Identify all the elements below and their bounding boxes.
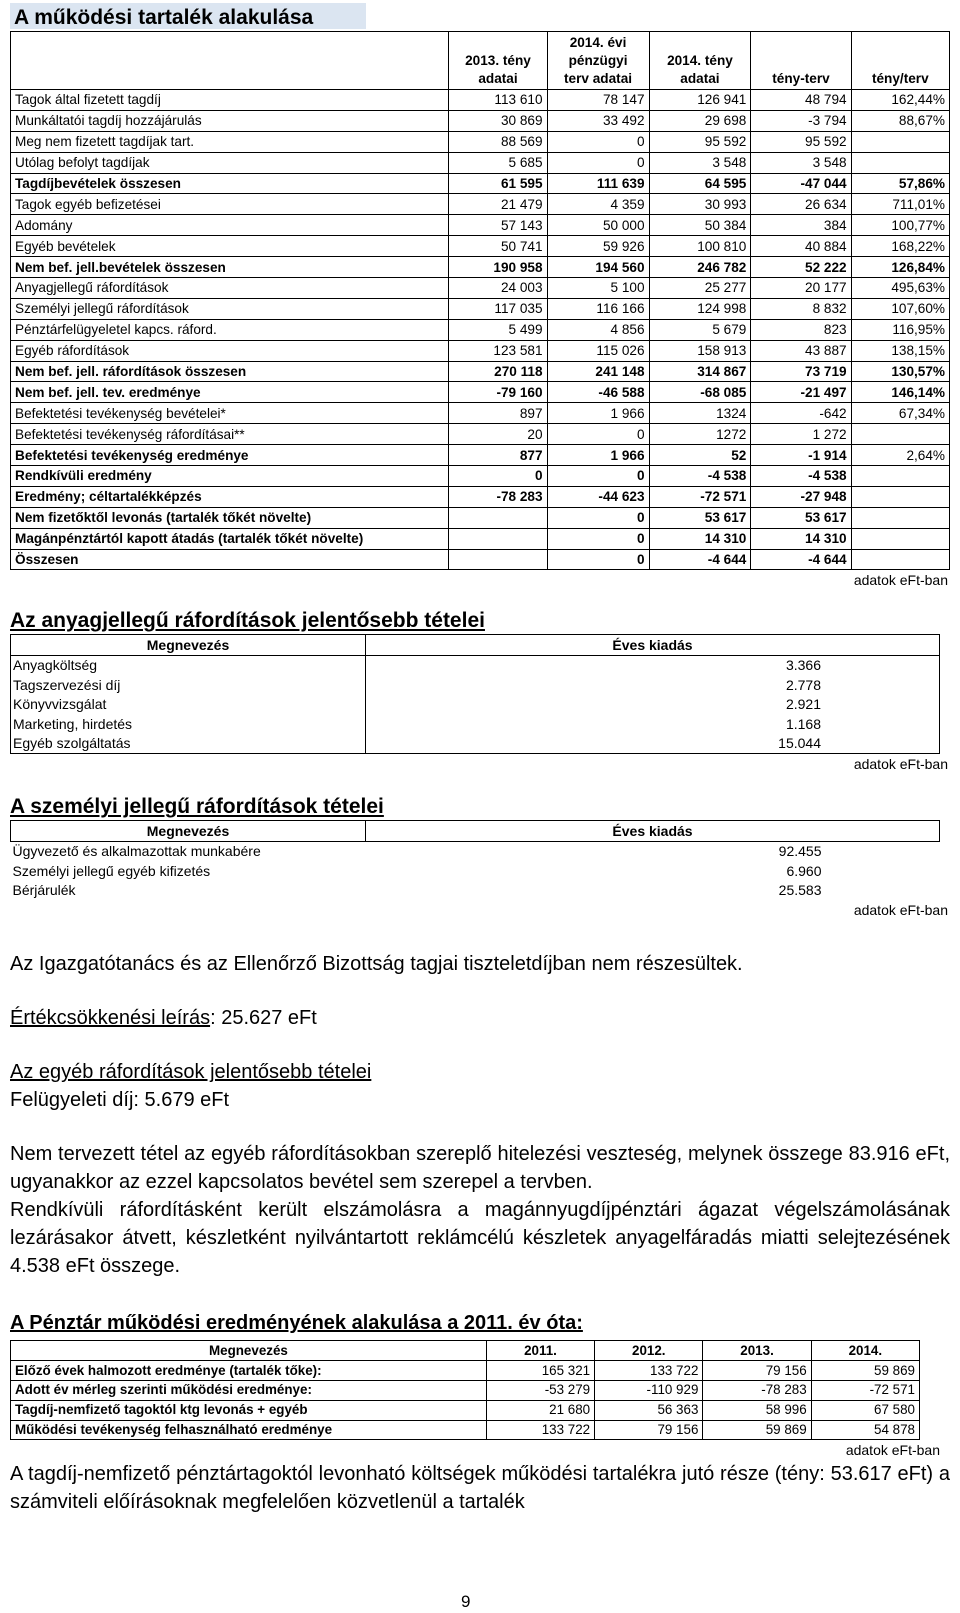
row-value: 246 782 xyxy=(649,257,751,278)
row-value xyxy=(851,507,949,528)
column-header: 2014. tény adatai xyxy=(649,32,751,90)
row-value: 53 617 xyxy=(649,507,751,528)
item-value: 3.366 xyxy=(366,655,940,675)
table-row xyxy=(11,528,950,549)
col-header-annual: Éves kiadás xyxy=(366,635,940,656)
row-value: 21 680 xyxy=(486,1400,594,1420)
paragraph-deduction: A tagdíj-nemfizető pénztártagoktól levonható költségek működési tartalékra jutó része (tény: 53.617 eFt) a számviteli előírásoknak megfelelően közvetlenül a tartalék xyxy=(10,1463,950,1514)
row-value: 5 100 xyxy=(547,278,649,299)
row-value: 67,34% xyxy=(851,403,949,424)
row-value: 79 156 xyxy=(595,1420,703,1440)
row-value: -78 283 xyxy=(703,1381,811,1401)
row-value: 73 719 xyxy=(751,361,851,382)
row-value: -110 929 xyxy=(595,1381,703,1401)
row-value: 59 926 xyxy=(547,236,649,257)
row-value: 78 147 xyxy=(547,90,649,111)
item-value: 2.921 xyxy=(366,695,940,715)
depreciation-value: : 25.627 eFt xyxy=(210,1007,317,1030)
list-item xyxy=(11,695,940,715)
row-value: 126,84% xyxy=(851,257,949,278)
row-value: 0 xyxy=(547,131,649,152)
row-value: 107,60% xyxy=(851,298,949,319)
section-title-personnel-costs: A személyi jellegű ráfordítások tételei xyxy=(10,795,384,819)
row-value: 61 595 xyxy=(449,173,547,194)
row-value xyxy=(851,486,949,507)
row-label: Összesen xyxy=(11,549,449,570)
row-value: 138,15% xyxy=(851,340,949,361)
personnel-costs-table xyxy=(10,820,940,900)
table-row xyxy=(11,1381,920,1401)
row-value: 50 384 xyxy=(649,215,751,236)
row-label: Anyagjellegű ráfordítások xyxy=(11,278,449,299)
row-value: -79 160 xyxy=(449,382,547,403)
column-header: tény/terv xyxy=(851,32,949,90)
row-value: 30 993 xyxy=(649,194,751,215)
row-label: Nem bef. jell. ráfordítások összesen xyxy=(11,361,449,382)
row-value: 194 560 xyxy=(547,257,649,278)
row-value: 162,44% xyxy=(851,90,949,111)
row-value: 100,77% xyxy=(851,215,949,236)
row-value: 2,64% xyxy=(851,445,949,466)
row-value: 111 639 xyxy=(547,173,649,194)
row-value: 130,57% xyxy=(851,361,949,382)
item-name: Egyéb szolgáltatás xyxy=(11,734,366,754)
row-value: 5 685 xyxy=(449,152,547,173)
col-header-annual: Éves kiadás xyxy=(366,821,940,842)
row-value: 30 869 xyxy=(449,110,547,131)
row-value: 100 810 xyxy=(649,236,751,257)
row-value: 53 617 xyxy=(751,507,851,528)
header-blank-cell xyxy=(11,32,449,90)
row-value: 384 xyxy=(751,215,851,236)
table-row xyxy=(11,549,950,570)
depreciation-label: Értékcsökkenési leírás xyxy=(10,1007,211,1030)
row-value: 14 310 xyxy=(751,528,851,549)
item-value: 25.583 xyxy=(778,882,822,899)
item-name: Ügyvezető és alkalmazottak munkabére xyxy=(12,843,261,860)
row-value: 0 xyxy=(547,466,649,487)
table-row xyxy=(11,298,950,319)
row-value: -27 948 xyxy=(751,486,851,507)
row-value: 133 722 xyxy=(595,1361,703,1381)
section-title-material-costs: Az anyagjellegű ráfordítások jelentősebb tételei xyxy=(10,609,485,633)
paragraph-extraordinary: Rendkívüli ráfordításként került elszámolásra a magánnyugdíjpénztári ágazat végelszámolásának lezárásakor átvett, készletként nyilvántartott reklámcélú készletek anyagelfáradás miatti selejtezésének 4.538 eFt összege. xyxy=(10,1199,950,1278)
table-row xyxy=(11,445,950,466)
table-row xyxy=(11,194,950,215)
unit-note: adatok eFt-ban xyxy=(853,756,948,773)
row-value: 33 492 xyxy=(547,110,649,131)
table-row xyxy=(11,90,950,111)
row-value: 26 634 xyxy=(751,194,851,215)
row-value xyxy=(449,507,547,528)
row-value: -78 283 xyxy=(449,486,547,507)
row-value: -44 623 xyxy=(547,486,649,507)
row-value: 58 996 xyxy=(703,1400,811,1420)
row-value: 29 698 xyxy=(649,110,751,131)
row-value: 0 xyxy=(547,528,649,549)
table-row xyxy=(11,466,950,487)
list-item xyxy=(11,861,940,881)
row-value: 4 359 xyxy=(547,194,649,215)
column-header: 2014. xyxy=(811,1341,919,1361)
column-header: Megnevezés xyxy=(11,1341,487,1361)
row-value: 79 156 xyxy=(703,1361,811,1381)
row-value: 88 569 xyxy=(449,131,547,152)
row-value: 877 xyxy=(449,445,547,466)
column-header: 2014. évi pénzügyi terv adatai xyxy=(547,32,649,90)
row-value: 190 958 xyxy=(449,257,547,278)
row-value: 823 xyxy=(751,319,851,340)
table-row xyxy=(11,1361,920,1381)
item-value: 6.960 xyxy=(786,862,822,879)
row-value: 14 310 xyxy=(649,528,751,549)
table-row xyxy=(11,319,950,340)
supervision-fee: Felügyeleti díj: 5.679 eFt xyxy=(10,1089,230,1112)
unit-note: adatok eFt-ban xyxy=(853,902,948,919)
row-value: 168,22% xyxy=(851,236,949,257)
row-value: 1 966 xyxy=(547,445,649,466)
table-row xyxy=(11,278,950,299)
row-label: Tagdíj-nemfizető tagoktól ktg levonás + egyéb xyxy=(11,1400,487,1420)
table-row xyxy=(11,1400,920,1420)
list-item xyxy=(11,655,940,675)
col-header-name: Megnevezés xyxy=(11,821,366,842)
row-label: Utólag befolyt tagdíjak xyxy=(11,152,449,173)
row-value: 0 xyxy=(547,507,649,528)
row-value: 4 856 xyxy=(547,319,649,340)
row-label: Egyéb bevételek xyxy=(11,236,449,257)
item-name: Anyagköltség xyxy=(11,655,366,675)
unit-note: adatok eFt-ban xyxy=(853,572,948,589)
row-value: 52 222 xyxy=(751,257,851,278)
table-row xyxy=(11,403,950,424)
unit-note: adatok eFt-ban xyxy=(845,1442,940,1459)
row-value: -4 644 xyxy=(751,549,851,570)
results-title-text: A Pénztár működési eredményének alakulása a 2011. év óta: xyxy=(10,1312,583,1335)
row-value: 113 610 xyxy=(449,90,547,111)
row-value: 20 xyxy=(449,424,547,445)
row-value: 124 998 xyxy=(649,298,751,319)
row-value: 0 xyxy=(547,424,649,445)
row-label: Működési tevékenység felhasználható eredménye xyxy=(11,1420,487,1440)
row-value: 88,67% xyxy=(851,110,949,131)
item-name: Személyi jellegű egyéb kifizetés xyxy=(12,862,211,879)
row-value: 3 548 xyxy=(649,152,751,173)
row-value: 59 869 xyxy=(811,1361,919,1381)
row-value xyxy=(449,528,547,549)
row-value: -47 044 xyxy=(751,173,851,194)
row-value: 0 xyxy=(547,152,649,173)
row-label: Adomány xyxy=(11,215,449,236)
row-label: Meg nem fizetett tagdíjak tart. xyxy=(11,131,449,152)
row-value: 1272 xyxy=(649,424,751,445)
row-value xyxy=(851,152,949,173)
row-label: Befektetési tevékenység ráfordításai** xyxy=(11,424,449,445)
row-value: 8 832 xyxy=(751,298,851,319)
row-value: 158 913 xyxy=(649,340,751,361)
item-value: 1.168 xyxy=(366,714,940,734)
list-item xyxy=(11,841,940,861)
row-label: Munkáltatói tagdíj hozzájárulás xyxy=(11,110,449,131)
row-label: Befektetési tevékenység eredménye xyxy=(11,445,449,466)
row-value: 50 000 xyxy=(547,215,649,236)
row-label: Nem bef. jell. tev. eredménye xyxy=(11,382,449,403)
list-item xyxy=(11,881,940,901)
table-row xyxy=(11,110,950,131)
row-value: 270 118 xyxy=(449,361,547,382)
row-value xyxy=(851,528,949,549)
row-value: 57 143 xyxy=(449,215,547,236)
other-costs-title: Az egyéb ráfordítások jelentősebb tételei xyxy=(10,1061,372,1084)
table-row xyxy=(11,236,950,257)
row-value: 0 xyxy=(547,549,649,570)
column-header: 2013. tény adatai xyxy=(449,32,547,90)
row-value: 24 003 xyxy=(449,278,547,299)
row-value: -72 571 xyxy=(811,1381,919,1401)
row-value: 495,63% xyxy=(851,278,949,299)
table-row xyxy=(11,361,950,382)
column-header: 2012. xyxy=(595,1341,703,1361)
row-value: 54 878 xyxy=(811,1420,919,1440)
row-value: 40 884 xyxy=(751,236,851,257)
table-row xyxy=(11,382,950,403)
table-row xyxy=(11,1420,920,1440)
row-value xyxy=(851,131,949,152)
row-value: 43 887 xyxy=(751,340,851,361)
table-row xyxy=(11,486,950,507)
row-value: -3 794 xyxy=(751,110,851,131)
row-label: Tagdíjbevételek összesen xyxy=(11,173,449,194)
row-value: 57,86% xyxy=(851,173,949,194)
row-value xyxy=(851,424,949,445)
page-number: 9 xyxy=(461,1592,471,1611)
row-value: 25 277 xyxy=(649,278,751,299)
row-value: -21 497 xyxy=(751,382,851,403)
column-header: 2011. xyxy=(486,1341,594,1361)
row-label: Pénztárfelügyeletel kapcs. ráford. xyxy=(11,319,449,340)
item-name: Marketing, hirdetés xyxy=(11,714,366,734)
row-value: 123 581 xyxy=(449,340,547,361)
results-table xyxy=(10,1340,920,1440)
row-value: 241 148 xyxy=(547,361,649,382)
row-value: 115 026 xyxy=(547,340,649,361)
row-value xyxy=(851,466,949,487)
row-value: -642 xyxy=(751,403,851,424)
list-item xyxy=(11,714,940,734)
table-row xyxy=(11,215,950,236)
row-value: 711,01% xyxy=(851,194,949,215)
material-costs-table xyxy=(10,634,940,754)
table-row xyxy=(11,424,950,445)
item-value: 15.044 xyxy=(366,734,940,754)
row-value: 20 177 xyxy=(751,278,851,299)
row-label: Tagok által fizetett tagdíj xyxy=(11,90,449,111)
list-item xyxy=(11,675,940,695)
column-header: 2013. xyxy=(703,1341,811,1361)
row-value: -4 538 xyxy=(649,466,751,487)
table-row xyxy=(11,257,950,278)
row-value: 165 321 xyxy=(486,1361,594,1381)
section-title-results xyxy=(10,1310,950,1336)
row-value: 52 xyxy=(649,445,751,466)
row-value: 95 592 xyxy=(649,131,751,152)
list-item xyxy=(11,734,940,754)
row-value: 0 xyxy=(449,466,547,487)
item-name: Tagszervezési díj xyxy=(11,675,366,695)
row-value: 116 166 xyxy=(547,298,649,319)
row-value: 1324 xyxy=(649,403,751,424)
row-value: 67 580 xyxy=(811,1400,919,1420)
item-value: 2.778 xyxy=(366,675,940,695)
paragraph-depreciation xyxy=(10,1004,950,1032)
table-row xyxy=(11,507,950,528)
section-title-reserve: A működési tartalék alakulása xyxy=(10,3,366,29)
row-value: 126 941 xyxy=(649,90,751,111)
row-value: -4 644 xyxy=(649,549,751,570)
paragraph-board-fees: Az Igazgatótanács és az Ellenőrző Bizottság tagjai tiszteletdíjban nem részesültek. xyxy=(10,953,743,976)
row-label: Nem bef. jell.bevételek összesen xyxy=(11,257,449,278)
row-label: Befektetési tevékenység bevételei* xyxy=(11,403,449,424)
table-row xyxy=(11,340,950,361)
row-value: -4 538 xyxy=(751,466,851,487)
row-value xyxy=(851,549,949,570)
row-value: 59 869 xyxy=(703,1420,811,1440)
row-value: 5 679 xyxy=(649,319,751,340)
row-value: 64 595 xyxy=(649,173,751,194)
col-header-name: Megnevezés xyxy=(11,635,366,656)
row-value: 133 722 xyxy=(486,1420,594,1440)
row-value: -1 914 xyxy=(751,445,851,466)
row-value: 1 272 xyxy=(751,424,851,445)
row-label: Tagok egyéb befizetései xyxy=(11,194,449,215)
row-value: -72 571 xyxy=(649,486,751,507)
row-value: 897 xyxy=(449,403,547,424)
row-label: Adott év mérleg szerinti működési eredménye: xyxy=(11,1381,487,1401)
table-row xyxy=(11,173,950,194)
table-row xyxy=(11,131,950,152)
row-label: Személyi jellegű ráfordítások xyxy=(11,298,449,319)
item-name: Bérjárulék xyxy=(12,882,76,899)
row-value: 95 592 xyxy=(751,131,851,152)
row-label: Eredmény; céltartalékképzés xyxy=(11,486,449,507)
row-value: 146,14% xyxy=(851,382,949,403)
row-label: Egyéb ráfordítások xyxy=(11,340,449,361)
row-value: 50 741 xyxy=(449,236,547,257)
table-row xyxy=(11,152,950,173)
row-value: 21 479 xyxy=(449,194,547,215)
row-value: -46 588 xyxy=(547,382,649,403)
row-value: 116,95% xyxy=(851,319,949,340)
row-value: 48 794 xyxy=(751,90,851,111)
column-header: tény-terv xyxy=(751,32,851,90)
row-value: 5 499 xyxy=(449,319,547,340)
row-value xyxy=(449,549,547,570)
document-page xyxy=(10,0,950,1516)
row-label: Rendkívüli eredmény xyxy=(11,466,449,487)
row-value: 117 035 xyxy=(449,298,547,319)
row-value: -53 279 xyxy=(486,1381,594,1401)
row-label: Magánpénztártól kapott átadás (tartalék tőkét növelte) xyxy=(11,528,449,549)
row-value: 3 548 xyxy=(751,152,851,173)
row-label: Nem fizetőktől levonás (tartalék tőkét növelte) xyxy=(11,507,449,528)
reserve-table xyxy=(10,31,950,570)
paragraph-credit-loss: Nem tervezett tétel az egyéb ráfordításokban szereplő hitelezési veszteség, melynek összege 83.916 eFt, ugyanakkor az ezzel kapcsolatos bevétel sem szerepel a tervben. xyxy=(10,1143,950,1194)
item-value: 92.455 xyxy=(778,843,822,860)
row-label: Előző évek halmozott eredménye (tartalék tőke): xyxy=(11,1361,487,1381)
row-value: -68 085 xyxy=(649,382,751,403)
row-value: 1 966 xyxy=(547,403,649,424)
item-name: Könyvvizsgálat xyxy=(11,695,366,715)
row-value: 314 867 xyxy=(649,361,751,382)
row-value: 56 363 xyxy=(595,1400,703,1420)
